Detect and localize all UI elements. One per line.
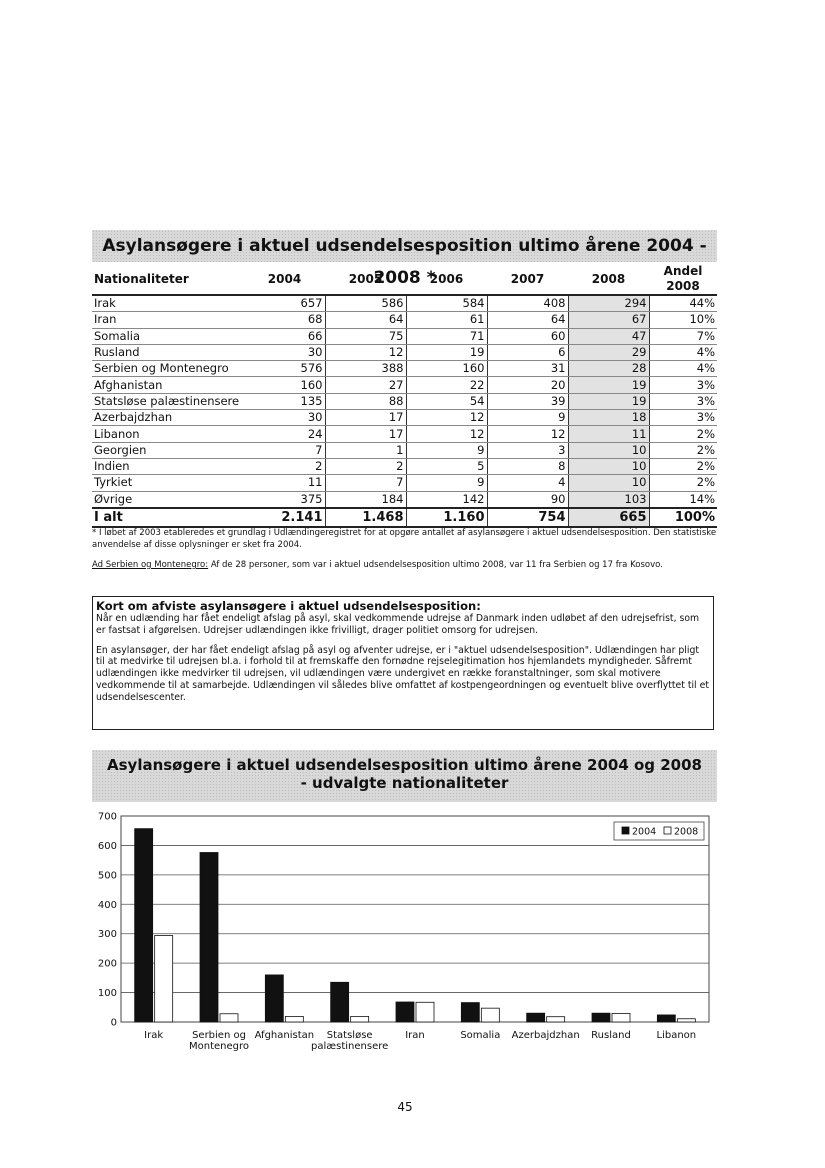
value-cell: 64 bbox=[325, 312, 406, 328]
share-cell: 3% bbox=[649, 377, 717, 393]
value-cell: 3 bbox=[487, 442, 568, 458]
bar-2008 bbox=[416, 1002, 434, 1022]
share-cell: 44% bbox=[649, 295, 717, 312]
bar-2008 bbox=[220, 1014, 238, 1022]
value-cell: 22 bbox=[406, 377, 487, 393]
header-2006: 2006 bbox=[406, 264, 487, 295]
asylum-table bbox=[92, 264, 717, 528]
bar-2008 bbox=[351, 1016, 369, 1022]
table-row bbox=[92, 344, 717, 360]
value-cell: 39 bbox=[487, 393, 568, 409]
header-share-2008: Andel 2008 bbox=[649, 264, 717, 295]
x-tick-label: Iran bbox=[405, 1030, 425, 1041]
bar-2008 bbox=[547, 1017, 565, 1022]
serbia-note-text: Af de 28 personer, som var i aktuel udsendelsesposition ultimo 2008, var 11 fra Serbien og 17 fra Kosovo. bbox=[208, 560, 663, 570]
share-cell: 3% bbox=[649, 410, 717, 426]
y-tick-label: 200 bbox=[97, 958, 117, 970]
x-tick-label: Statsløse bbox=[326, 1030, 373, 1041]
value-cell: 11 bbox=[244, 475, 325, 491]
x-tick-label: Rusland bbox=[591, 1030, 631, 1041]
value-cell: 665 bbox=[568, 508, 649, 527]
header-2004: 2004 bbox=[244, 264, 325, 295]
value-cell: 10 bbox=[568, 442, 649, 458]
value-cell: 20 bbox=[487, 377, 568, 393]
table-row bbox=[92, 491, 717, 508]
value-cell: 135 bbox=[244, 393, 325, 409]
bar-2008 bbox=[677, 1019, 695, 1022]
table-row bbox=[92, 361, 717, 377]
value-cell: 160 bbox=[406, 361, 487, 377]
value-cell: 19 bbox=[568, 393, 649, 409]
value-cell: 54 bbox=[406, 393, 487, 409]
nationality-cell: Iran bbox=[92, 312, 244, 328]
bar-2008 bbox=[285, 1016, 303, 1022]
value-cell: 2 bbox=[244, 458, 325, 474]
chart-title bbox=[92, 750, 717, 802]
share-cell: 14% bbox=[649, 491, 717, 508]
value-cell: 67 bbox=[568, 312, 649, 328]
x-tick-label: Libanon bbox=[656, 1030, 697, 1041]
nationality-cell: Tyrkiet bbox=[92, 475, 244, 491]
value-cell: 10 bbox=[568, 475, 649, 491]
bar-2004 bbox=[657, 1015, 675, 1022]
nationality-cell: Serbien og Montenegro bbox=[92, 361, 244, 377]
value-cell: 8 bbox=[487, 458, 568, 474]
value-cell: 2 bbox=[325, 458, 406, 474]
value-cell: 61 bbox=[406, 312, 487, 328]
share-cell: 2% bbox=[649, 458, 717, 474]
value-cell: 5 bbox=[406, 458, 487, 474]
value-cell: 11 bbox=[568, 426, 649, 442]
bar-2008 bbox=[481, 1008, 499, 1022]
chart-title-line-2: - udvalgte nationaliteter bbox=[300, 774, 509, 792]
table-row bbox=[92, 377, 717, 393]
x-tick-label: Serbien og bbox=[192, 1030, 246, 1041]
x-tick-label: Azerbajdzhan bbox=[511, 1030, 580, 1041]
nationality-cell: Afghanistan bbox=[92, 377, 244, 393]
value-cell: 12 bbox=[406, 426, 487, 442]
value-cell: 657 bbox=[244, 295, 325, 312]
table-title: Asylansøgere i aktuel udsendelsesposition ultimo årene 2004 - 2008 * bbox=[92, 230, 717, 262]
serbia-note bbox=[92, 559, 717, 571]
share-cell: 100% bbox=[649, 508, 717, 527]
value-cell: 160 bbox=[244, 377, 325, 393]
y-tick-label: 0 bbox=[110, 1017, 117, 1029]
value-cell: 66 bbox=[244, 328, 325, 344]
bar-2008 bbox=[612, 1013, 630, 1022]
value-cell: 18 bbox=[568, 410, 649, 426]
value-cell: 1.468 bbox=[325, 508, 406, 527]
header-2007: 2007 bbox=[487, 264, 568, 295]
value-cell: 4 bbox=[487, 475, 568, 491]
y-tick-label: 600 bbox=[97, 840, 117, 852]
value-cell: 586 bbox=[325, 295, 406, 312]
nationality-cell: Georgien bbox=[92, 442, 244, 458]
header-2005: 2005 bbox=[325, 264, 406, 295]
nationality-cell: Libanon bbox=[92, 426, 244, 442]
value-cell: 12 bbox=[325, 344, 406, 360]
table-row bbox=[92, 295, 717, 312]
x-tick-label: Afghanistan bbox=[254, 1030, 315, 1041]
bar-2004 bbox=[265, 975, 283, 1022]
bar-2004 bbox=[396, 1002, 414, 1022]
value-cell: 90 bbox=[487, 491, 568, 508]
share-cell: 2% bbox=[649, 426, 717, 442]
value-cell: 375 bbox=[244, 491, 325, 508]
bar-chart bbox=[92, 805, 717, 1075]
value-cell: 142 bbox=[406, 491, 487, 508]
value-cell: 17 bbox=[325, 426, 406, 442]
legend-swatch-2004 bbox=[622, 827, 629, 834]
share-cell: 2% bbox=[649, 442, 717, 458]
value-cell: 64 bbox=[487, 312, 568, 328]
bar-2004 bbox=[200, 852, 218, 1022]
nationality-cell: Statsløse palæstinensere bbox=[92, 393, 244, 409]
info-box bbox=[92, 596, 714, 730]
legend-swatch-2008 bbox=[664, 827, 671, 834]
value-cell: 27 bbox=[325, 377, 406, 393]
value-cell: 24 bbox=[244, 426, 325, 442]
x-tick-label: palæstinensere bbox=[311, 1041, 389, 1052]
value-cell: 2.141 bbox=[244, 508, 325, 527]
bar-2004 bbox=[592, 1013, 610, 1022]
info-box-paragraph-1: Når en udlænding har fået endeligt afslag på asyl, skal vedkommende udrejse af Danmark inden udløbet af den udrejsefrist, som er fastsat i afgørelsen. Udrejser udlændingen ikke frivilligt, drager politiet omsorg for udrejsen. bbox=[96, 613, 700, 636]
bar-2004 bbox=[461, 1003, 479, 1022]
y-tick-label: 500 bbox=[97, 870, 117, 882]
x-tick-label: Montenegro bbox=[188, 1041, 250, 1052]
info-box-heading: Kort om afviste asylansøgere i aktuel udsendelsesposition: bbox=[96, 599, 481, 613]
table-row bbox=[92, 426, 717, 442]
table-row bbox=[92, 312, 717, 328]
value-cell: 9 bbox=[406, 475, 487, 491]
value-cell: 103 bbox=[568, 491, 649, 508]
value-cell: 12 bbox=[406, 410, 487, 426]
y-tick-label: 700 bbox=[97, 811, 117, 823]
table-row bbox=[92, 328, 717, 344]
x-tick-label: Somalia bbox=[460, 1030, 501, 1041]
nationality-cell: Indien bbox=[92, 458, 244, 474]
value-cell: 1.160 bbox=[406, 508, 487, 527]
x-tick-label: Irak bbox=[144, 1030, 164, 1041]
nationality-cell: I alt bbox=[92, 508, 244, 527]
value-cell: 17 bbox=[325, 410, 406, 426]
nationality-cell: Rusland bbox=[92, 344, 244, 360]
value-cell: 754 bbox=[487, 508, 568, 527]
table-row bbox=[92, 475, 717, 491]
value-cell: 9 bbox=[406, 442, 487, 458]
value-cell: 31 bbox=[487, 361, 568, 377]
value-cell: 7 bbox=[325, 475, 406, 491]
serbia-note-label: Ad Serbien og Montenegro: bbox=[92, 560, 209, 570]
value-cell: 408 bbox=[487, 295, 568, 312]
share-cell: 7% bbox=[649, 328, 717, 344]
table-row bbox=[92, 458, 717, 474]
table-row bbox=[92, 393, 717, 409]
share-cell: 3% bbox=[649, 393, 717, 409]
bar-2004 bbox=[331, 982, 349, 1022]
share-cell: 4% bbox=[649, 344, 717, 360]
table-row bbox=[92, 442, 717, 458]
table-footnote: * I løbet af 2003 etableredes et grundlag i Udlændingeregistret for at opgøre antallet af asylansøgere i aktuel udsendelsesposition. Den statistiske anvendelse af disse oplysninger er sket fra 2004. bbox=[92, 528, 717, 550]
info-box-paragraph-2: En asylansøger, der har fået endeligt afslag på asyl og afventer udrejse, er i "aktuel udsendelsesposition". Udlændingen har pligt til at medvirke til udrejsen bl.a. i forhold til at fremskaffe den fornødne rejselegitimation hos hjemlandets myndigheder. Såfremt udlændingen ikke medvirker til udrejsen, vil udlændingen være undergivet en række foranstaltninger, som skal motivere vedkommende til at samarbejde. Udlændingen vil således blive omfattet af kostpengeordningen og eventuelt blive overflyttet til et udsendelsescenter. bbox=[96, 644, 709, 703]
value-cell: 47 bbox=[568, 328, 649, 344]
y-tick-label: 400 bbox=[97, 899, 117, 911]
value-cell: 576 bbox=[244, 361, 325, 377]
table-header-row bbox=[92, 264, 717, 295]
value-cell: 12 bbox=[487, 426, 568, 442]
share-cell: 4% bbox=[649, 361, 717, 377]
value-cell: 28 bbox=[568, 361, 649, 377]
value-cell: 30 bbox=[244, 410, 325, 426]
value-cell: 60 bbox=[487, 328, 568, 344]
nationality-cell: Irak bbox=[92, 295, 244, 312]
header-2008: 2008 bbox=[568, 264, 649, 295]
chart-title-line-1: Asylansøgere i aktuel udsendelsesposition ultimo årene 2004 og 2008 bbox=[107, 756, 702, 774]
nationality-cell: Azerbajdzhan bbox=[92, 410, 244, 426]
value-cell: 584 bbox=[406, 295, 487, 312]
value-cell: 30 bbox=[244, 344, 325, 360]
y-tick-label: 100 bbox=[97, 988, 117, 1000]
table-row bbox=[92, 410, 717, 426]
value-cell: 75 bbox=[325, 328, 406, 344]
value-cell: 88 bbox=[325, 393, 406, 409]
share-cell: 10% bbox=[649, 312, 717, 328]
value-cell: 9 bbox=[487, 410, 568, 426]
value-cell: 19 bbox=[568, 377, 649, 393]
bar-2008 bbox=[155, 935, 173, 1022]
bar-2004 bbox=[135, 829, 153, 1022]
table-total-row bbox=[92, 508, 717, 527]
y-tick-label: 300 bbox=[97, 929, 117, 941]
value-cell: 6 bbox=[487, 344, 568, 360]
value-cell: 29 bbox=[568, 344, 649, 360]
value-cell: 1 bbox=[325, 442, 406, 458]
value-cell: 388 bbox=[325, 361, 406, 377]
bar-2004 bbox=[527, 1013, 545, 1022]
page-number: 45 bbox=[397, 1100, 413, 1114]
nationality-cell: Somalia bbox=[92, 328, 244, 344]
value-cell: 184 bbox=[325, 491, 406, 508]
header-nationality: Nationaliteter bbox=[92, 264, 244, 295]
nationality-cell: Øvrige bbox=[92, 491, 244, 508]
value-cell: 19 bbox=[406, 344, 487, 360]
share-cell: 2% bbox=[649, 475, 717, 491]
value-cell: 68 bbox=[244, 312, 325, 328]
value-cell: 294 bbox=[568, 295, 649, 312]
value-cell: 7 bbox=[244, 442, 325, 458]
legend-label: 2004 bbox=[632, 826, 657, 838]
value-cell: 71 bbox=[406, 328, 487, 344]
legend-label: 2008 bbox=[674, 826, 699, 838]
value-cell: 10 bbox=[568, 458, 649, 474]
